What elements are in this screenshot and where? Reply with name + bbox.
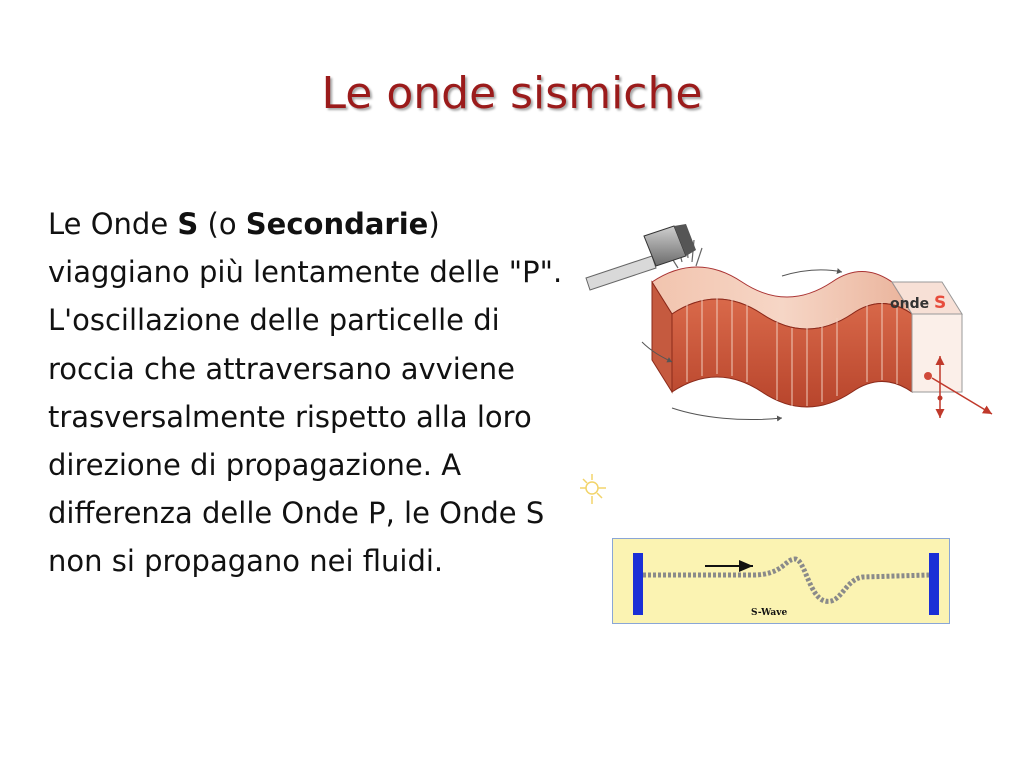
- s-wave-block-illustration: [582, 222, 1002, 452]
- left-post: [633, 553, 643, 615]
- text-bold-secondarie: Secondarie: [245, 207, 429, 241]
- body-paragraph: [48, 200, 588, 586]
- text-bold-s: S: [177, 207, 199, 241]
- s-wave-rope-diagram: [612, 538, 950, 624]
- decorative-sparkle-icon: [576, 472, 610, 512]
- figure1-label: onde S: [890, 293, 947, 313]
- text-part-1: Le Onde: [48, 207, 178, 241]
- text-part-2: (o: [198, 207, 246, 241]
- rope: [643, 559, 929, 601]
- text-part-3: ) viaggiano più lentamente delle "P". L'oscillazione delle particelle di roccia che attraversano avviene trasversalmente rispetto alla loro direzione di propagazione. A differenza delle Onde P, le Onde S non si propagano nei fluidi.: [48, 207, 563, 579]
- figure2-label: S-Wave: [751, 608, 788, 618]
- right-post: [929, 553, 939, 615]
- slide-title: Le onde sismiche: [321, 68, 703, 119]
